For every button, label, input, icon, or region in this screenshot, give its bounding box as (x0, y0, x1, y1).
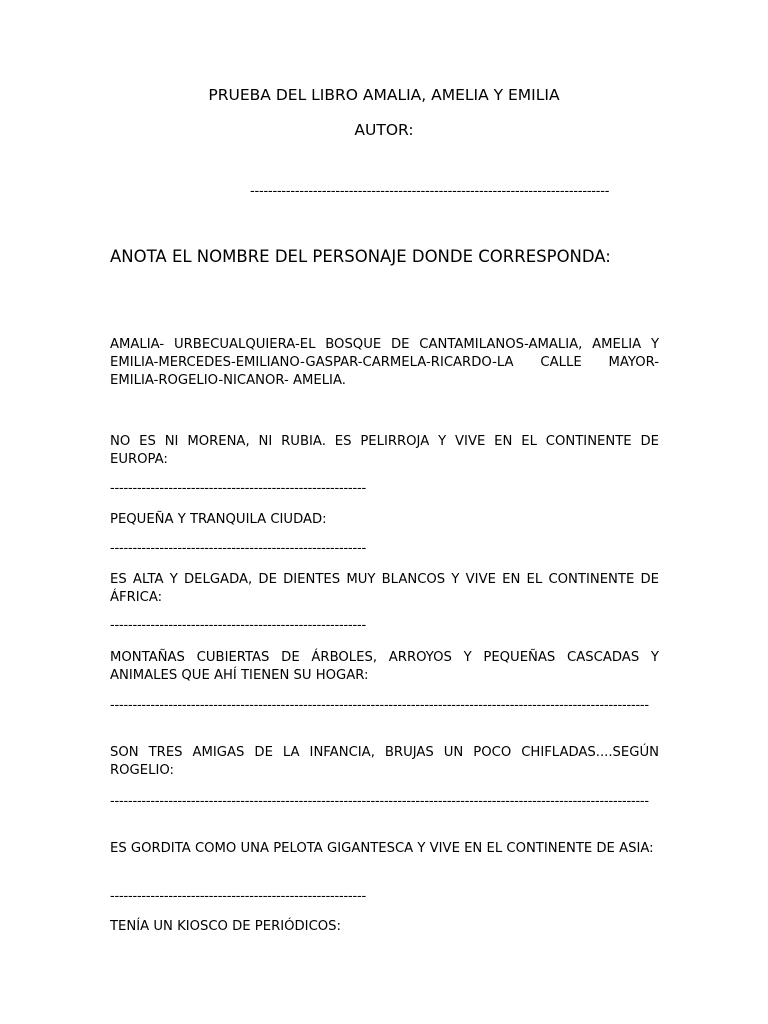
author-label: AUTOR: (354, 121, 414, 139)
answer-line-4[interactable]: ------------------------------------------------------------------------------------------------------------------------ (110, 698, 649, 713)
instruction-heading: ANOTA EL NOMBRE DEL PERSONAJE DONDE CORRESPONDA: (110, 247, 611, 266)
question-1: NO ES NI MORENA, NI RUBIA. ES PELIRROJA Y VIVE EN EL CONTINENTE DE EUROPA: (110, 434, 659, 467)
question-7: TENÍA UN KIOSCO DE PERIÓDICOS: (110, 919, 341, 934)
answer-line-1[interactable]: --------------------------------------------------------- (110, 481, 366, 496)
question-6: ES GORDITA COMO UNA PELOTA GIGANTESCA Y VIVE EN EL CONTINENTE DE ASIA: (110, 841, 654, 856)
word-bank: AMALIA- URBECUALQUIERA-EL BOSQUE DE CANTAMILANOS-AMALIA, AMELIA Y EMILIA-MERCEDES-EMILIANO-GASPAR-CARMELA-RICARDO-LA CALLE MAYOR-EMILIA-ROGELIO-NICANOR- AMELIA. (110, 337, 659, 388)
question-2: PEQUEÑA Y TRANQUILA CIUDAD: (110, 512, 327, 527)
question-4: MONTAÑAS CUBIERTAS DE ÁRBOLES, ARROYOS Y PEQUEÑAS CASCADAS Y ANIMALES QUE AHÍ TIENEN SU HOGAR: (110, 650, 659, 683)
answer-line-2[interactable]: --------------------------------------------------------- (110, 541, 366, 556)
question-5: SON TRES AMIGAS DE LA INFANCIA, BRUJAS UN POCO CHIFLADAS....SEGÚN ROGELIO: (110, 745, 659, 778)
answer-line-5[interactable]: ------------------------------------------------------------------------------------------------------------------------ (110, 794, 649, 809)
question-3: ES ALTA Y DELGADA, DE DIENTES MUY BLANCOS Y VIVE EN EL CONTINENTE DE ÁFRICA: (110, 572, 659, 605)
answer-line-3[interactable]: --------------------------------------------------------- (110, 618, 366, 633)
answer-line-6[interactable]: --------------------------------------------------------- (110, 889, 366, 904)
author-answer-line[interactable]: -------------------------------------------------------------------------------- (250, 184, 610, 199)
page-title: PRUEBA DEL LIBRO AMALIA, AMELIA Y EMILIA (208, 86, 560, 104)
